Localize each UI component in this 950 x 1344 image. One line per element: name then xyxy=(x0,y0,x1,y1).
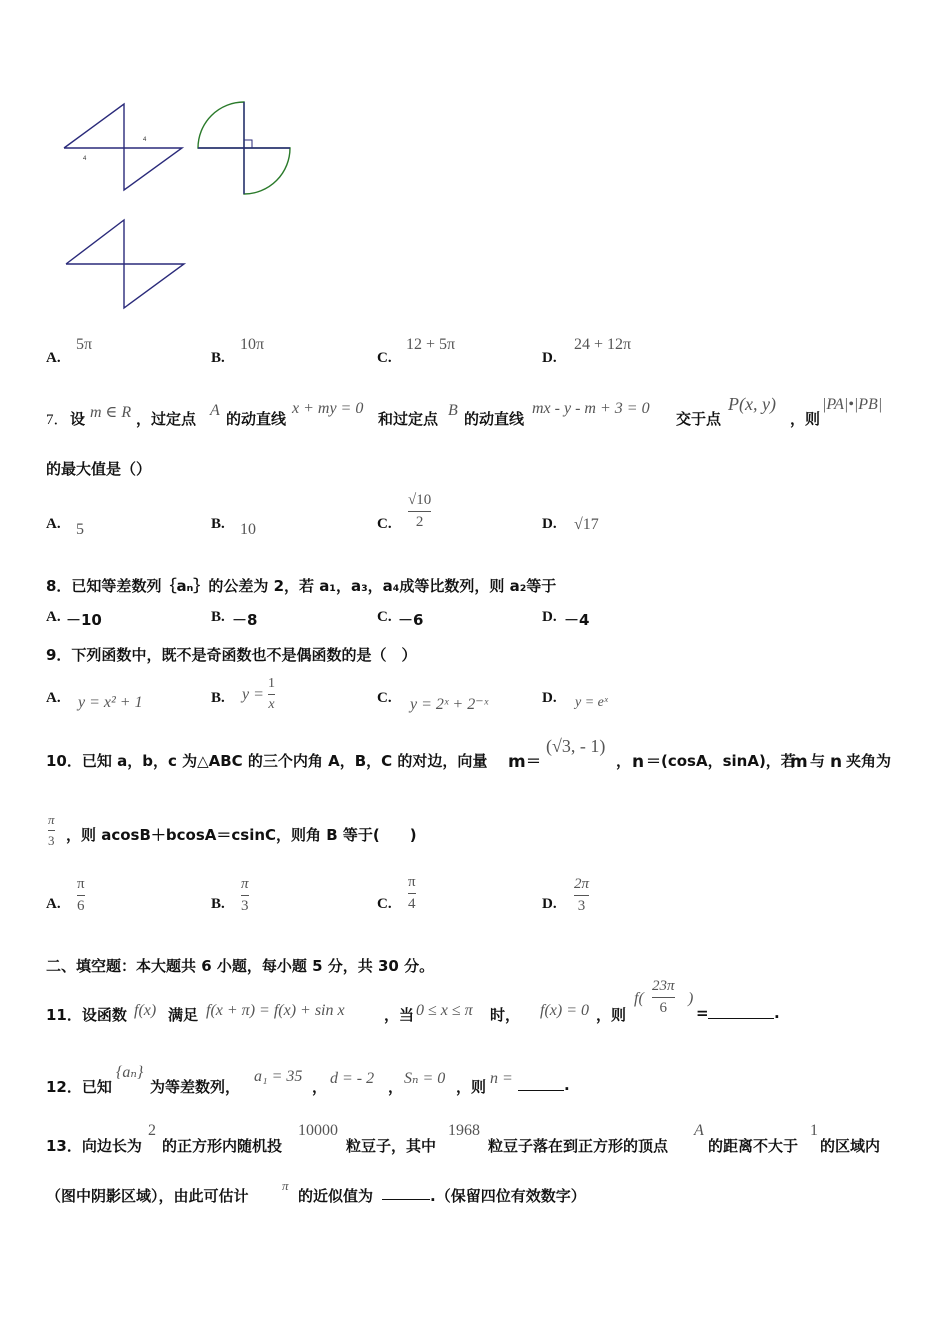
q10-option-d-numerator: 2π xyxy=(574,876,590,892)
front-view-label-4a: 4 xyxy=(143,137,147,143)
q10-vector-m-2: m xyxy=(790,752,808,772)
q7-option-a-letter: A. xyxy=(46,516,61,532)
q11-numerator: 23π xyxy=(652,978,675,994)
q7-number: 7． xyxy=(46,412,69,428)
q10-angle-numerator: π xyxy=(48,812,55,827)
q11-math-2: f(x + π) = f(x) + sin x xyxy=(206,1002,345,1019)
q12-math-5: n = xyxy=(490,1070,513,1087)
q12-math-3: d = - 2 xyxy=(330,1070,375,1087)
q11-math-6: ) xyxy=(688,990,694,1007)
q11-math-3: 0 ≤ x ≤ π xyxy=(416,1002,473,1019)
q7-option-c-denominator: 2 xyxy=(415,514,424,530)
q6-option-b-value: 10π xyxy=(240,336,265,353)
q7-math-2: A xyxy=(210,402,220,419)
q7-option-c-numerator: √10 xyxy=(408,492,432,508)
three-view-figures xyxy=(0,0,320,320)
q10-option-d-fraction xyxy=(574,876,589,915)
q11-text-4: 时， xyxy=(490,1006,521,1024)
q10-text-2: ， xyxy=(616,752,632,770)
q11-text-5: ，则 xyxy=(596,1006,627,1024)
q7-math-6: P(x, y) xyxy=(728,394,776,414)
q7-math-4: B xyxy=(448,402,458,419)
q13-line-2a: （图中阴影区域），由此可估计 xyxy=(46,1187,249,1205)
q12-text-1: 12．已知 xyxy=(46,1078,112,1096)
q7-option-b-value: 10 xyxy=(240,521,256,538)
q12-math-2: a₁ = 35 xyxy=(254,1068,303,1085)
q8-option-a-value: －10 xyxy=(66,611,102,629)
q6-option-c-value: 12 + 5π xyxy=(406,336,456,353)
q9-option-c-value: y = 2ˣ + 2⁻ˣ xyxy=(410,696,489,713)
q7-line-2: 的最大值是（） xyxy=(46,460,152,478)
q10-text-4: 与 xyxy=(810,752,826,770)
q6-option-a-letter: A. xyxy=(46,350,61,366)
q7-option-d-letter: D. xyxy=(542,516,557,532)
q7-math-5: mx - y - m + 3 = 0 xyxy=(532,400,650,417)
q13-answer-blank[interactable] xyxy=(382,1185,430,1200)
q8-option-c-value: －6 xyxy=(398,611,424,629)
q9-option-a-value: y = x² + 1 xyxy=(78,694,143,711)
q10-equals: ＝ xyxy=(526,752,542,770)
front-view-label-4b: 4 xyxy=(83,156,87,162)
q12-text-6: . xyxy=(564,1076,570,1094)
q10-vector-n: n xyxy=(632,752,645,772)
q9-text: 9．下列函数中，既不是奇函数也不是偶函数的是（ ） xyxy=(46,646,417,664)
q8-option-b-value: －8 xyxy=(232,611,258,629)
q10-option-a-denominator: 6 xyxy=(77,898,85,914)
q8-option-c-letter: C. xyxy=(377,609,392,625)
q10-option-c-numerator: π xyxy=(408,874,416,890)
q13-text-4: 粒豆子落在到正方形的顶点 xyxy=(488,1137,669,1155)
q11-denominator: 6 xyxy=(659,1000,667,1016)
q10-option-b-denominator: 3 xyxy=(241,898,249,914)
q13-math-4: A xyxy=(694,1122,704,1139)
q13-text-5: 的距离不大于 xyxy=(708,1137,799,1155)
q7-text-7: ，则 xyxy=(790,410,821,428)
q7-text-2: ，过定点 xyxy=(136,410,197,428)
q9-option-c-letter: C. xyxy=(377,690,392,706)
q9-option-b-numerator: 1 xyxy=(268,676,275,691)
q7-option-a-value: 5 xyxy=(76,521,84,538)
q8-option-d-value: －4 xyxy=(564,611,590,629)
q9-option-d-value: y = eˣ xyxy=(575,695,608,710)
q10-option-a-numerator: π xyxy=(77,876,85,892)
q7-text-6: 交于点 xyxy=(676,410,722,428)
q11-math-5: f( xyxy=(634,990,644,1007)
q7-math-3: x + my = 0 xyxy=(292,400,364,417)
q11-text-3: ，当 xyxy=(384,1006,415,1024)
q10-angle-denominator: 3 xyxy=(48,833,55,848)
q7-text-3: 的动直线 xyxy=(226,410,287,428)
q9-option-d-letter: D. xyxy=(542,690,557,706)
q12-math-1: {aₙ} xyxy=(116,1064,144,1081)
q7-option-c-letter: C. xyxy=(377,516,392,532)
q11-math-1: f(x) xyxy=(134,1002,157,1019)
q7-text-4: 和过定点 xyxy=(378,410,439,428)
q7-math-7: |PA|•|PB| xyxy=(822,396,883,413)
q13-text-3: 粒豆子，其中 xyxy=(346,1137,437,1155)
q6-option-b-letter: B. xyxy=(211,350,225,366)
q11-math-4: f(x) = 0 xyxy=(540,1002,589,1019)
q10-vector-m: m xyxy=(508,752,526,772)
section-2-heading: 二、填空题：本大题共 6 小题，每小题 5 分，共 30 分。 xyxy=(46,957,435,975)
q11-answer-blank[interactable] xyxy=(708,1004,774,1019)
q6-option-a-value: 5π xyxy=(76,336,93,353)
q7-option-c-fraction xyxy=(408,492,431,531)
q10-text-3: ＝(cosA，sinA)，若 xyxy=(646,752,796,770)
q9-option-a-letter: A. xyxy=(46,690,61,706)
q10-text-5: 夹角为 xyxy=(846,752,892,770)
front-view-figure xyxy=(64,104,182,190)
q10-text-1: 10．已知 a，b，c 为△ABC 的三个内角 A，B，C 的对边，向量 xyxy=(46,752,488,770)
top-view-figure xyxy=(66,220,184,308)
q10-option-a-letter: A. xyxy=(46,896,61,912)
q7-option-b-letter: B. xyxy=(211,516,225,532)
q6-option-c-letter: C. xyxy=(377,350,392,366)
q8-option-a-letter: A. xyxy=(46,609,61,625)
q13-line-2-pi: π xyxy=(282,1178,289,1193)
q8-option-d-letter: D. xyxy=(542,609,557,625)
q13-line-2b: 的近似值为 xyxy=(298,1187,374,1205)
q7-option-d-value: √17 xyxy=(574,516,599,533)
q13-text-6: 的区域内 xyxy=(820,1137,881,1155)
q12-text-4: ， xyxy=(388,1078,404,1096)
q11-text-2: 满足 xyxy=(168,1006,199,1024)
q10-option-c-letter: C. xyxy=(377,896,392,912)
q12-math-4: Sₙ = 0 xyxy=(404,1070,446,1087)
side-view-figure xyxy=(198,102,290,194)
q13-text-1: 13．向边长为 xyxy=(46,1137,142,1155)
q10-option-d-letter: D. xyxy=(542,896,557,912)
q13-math-5: 1 xyxy=(810,1122,818,1139)
q8-text: 8．已知等差数列｛aₙ｝的公差为 2，若 a₁，a₃，a₄成等比数列，则 a₂等于 xyxy=(46,577,557,595)
q10-option-b-fraction xyxy=(241,876,249,915)
q13-math-3: 1968 xyxy=(448,1122,480,1139)
q10-m-value: (√3, - 1) xyxy=(546,736,606,756)
q9-option-b-denominator: x xyxy=(268,697,275,712)
q10-vector-n-2: n xyxy=(830,752,843,772)
q7-text-1: 设 xyxy=(70,410,86,428)
q10-text-6: ，则 acosB＋bcosA＝csinC，则角 B 等于( ) xyxy=(66,826,417,844)
q11-text-6: = xyxy=(696,1004,709,1022)
q10-option-b-letter: B. xyxy=(211,896,225,912)
q8-option-b-letter: B. xyxy=(211,609,225,625)
q10-option-b-numerator: π xyxy=(241,876,249,892)
q10-option-d-denominator: 3 xyxy=(577,898,586,914)
q9-option-b-lhs: y = xyxy=(242,686,264,703)
q12-text-5: ，则 xyxy=(456,1078,487,1096)
q10-option-a-fraction xyxy=(77,876,85,915)
q9-option-b-letter: B. xyxy=(211,690,225,706)
q7-text-5: 的动直线 xyxy=(464,410,525,428)
q10-option-c-denominator: 4 xyxy=(408,896,416,912)
q12-text-2: 为等差数列， xyxy=(150,1078,241,1096)
q7-math-1: m ∈ R xyxy=(90,404,132,421)
q11-text-7: . xyxy=(774,1004,780,1022)
q13-math-2: 10000 xyxy=(298,1122,338,1139)
q13-math-1: 2 xyxy=(148,1122,156,1139)
q13-line-2c: .（保留四位有效数字） xyxy=(430,1187,586,1205)
q6-option-d-value: 24 + 12π xyxy=(574,336,632,353)
q12-text-3: ， xyxy=(312,1078,328,1096)
q6-option-d-letter: D. xyxy=(542,350,557,366)
q12-answer-blank[interactable] xyxy=(518,1076,564,1091)
q13-text-2: 的正方形内随机投 xyxy=(162,1137,283,1155)
q11-text-1: 11．设函数 xyxy=(46,1006,127,1024)
q10-angle-fraction xyxy=(48,812,55,849)
q10-option-c-fraction xyxy=(408,874,416,913)
q9-option-b-fraction xyxy=(268,676,275,713)
q11-fraction xyxy=(652,978,675,1017)
